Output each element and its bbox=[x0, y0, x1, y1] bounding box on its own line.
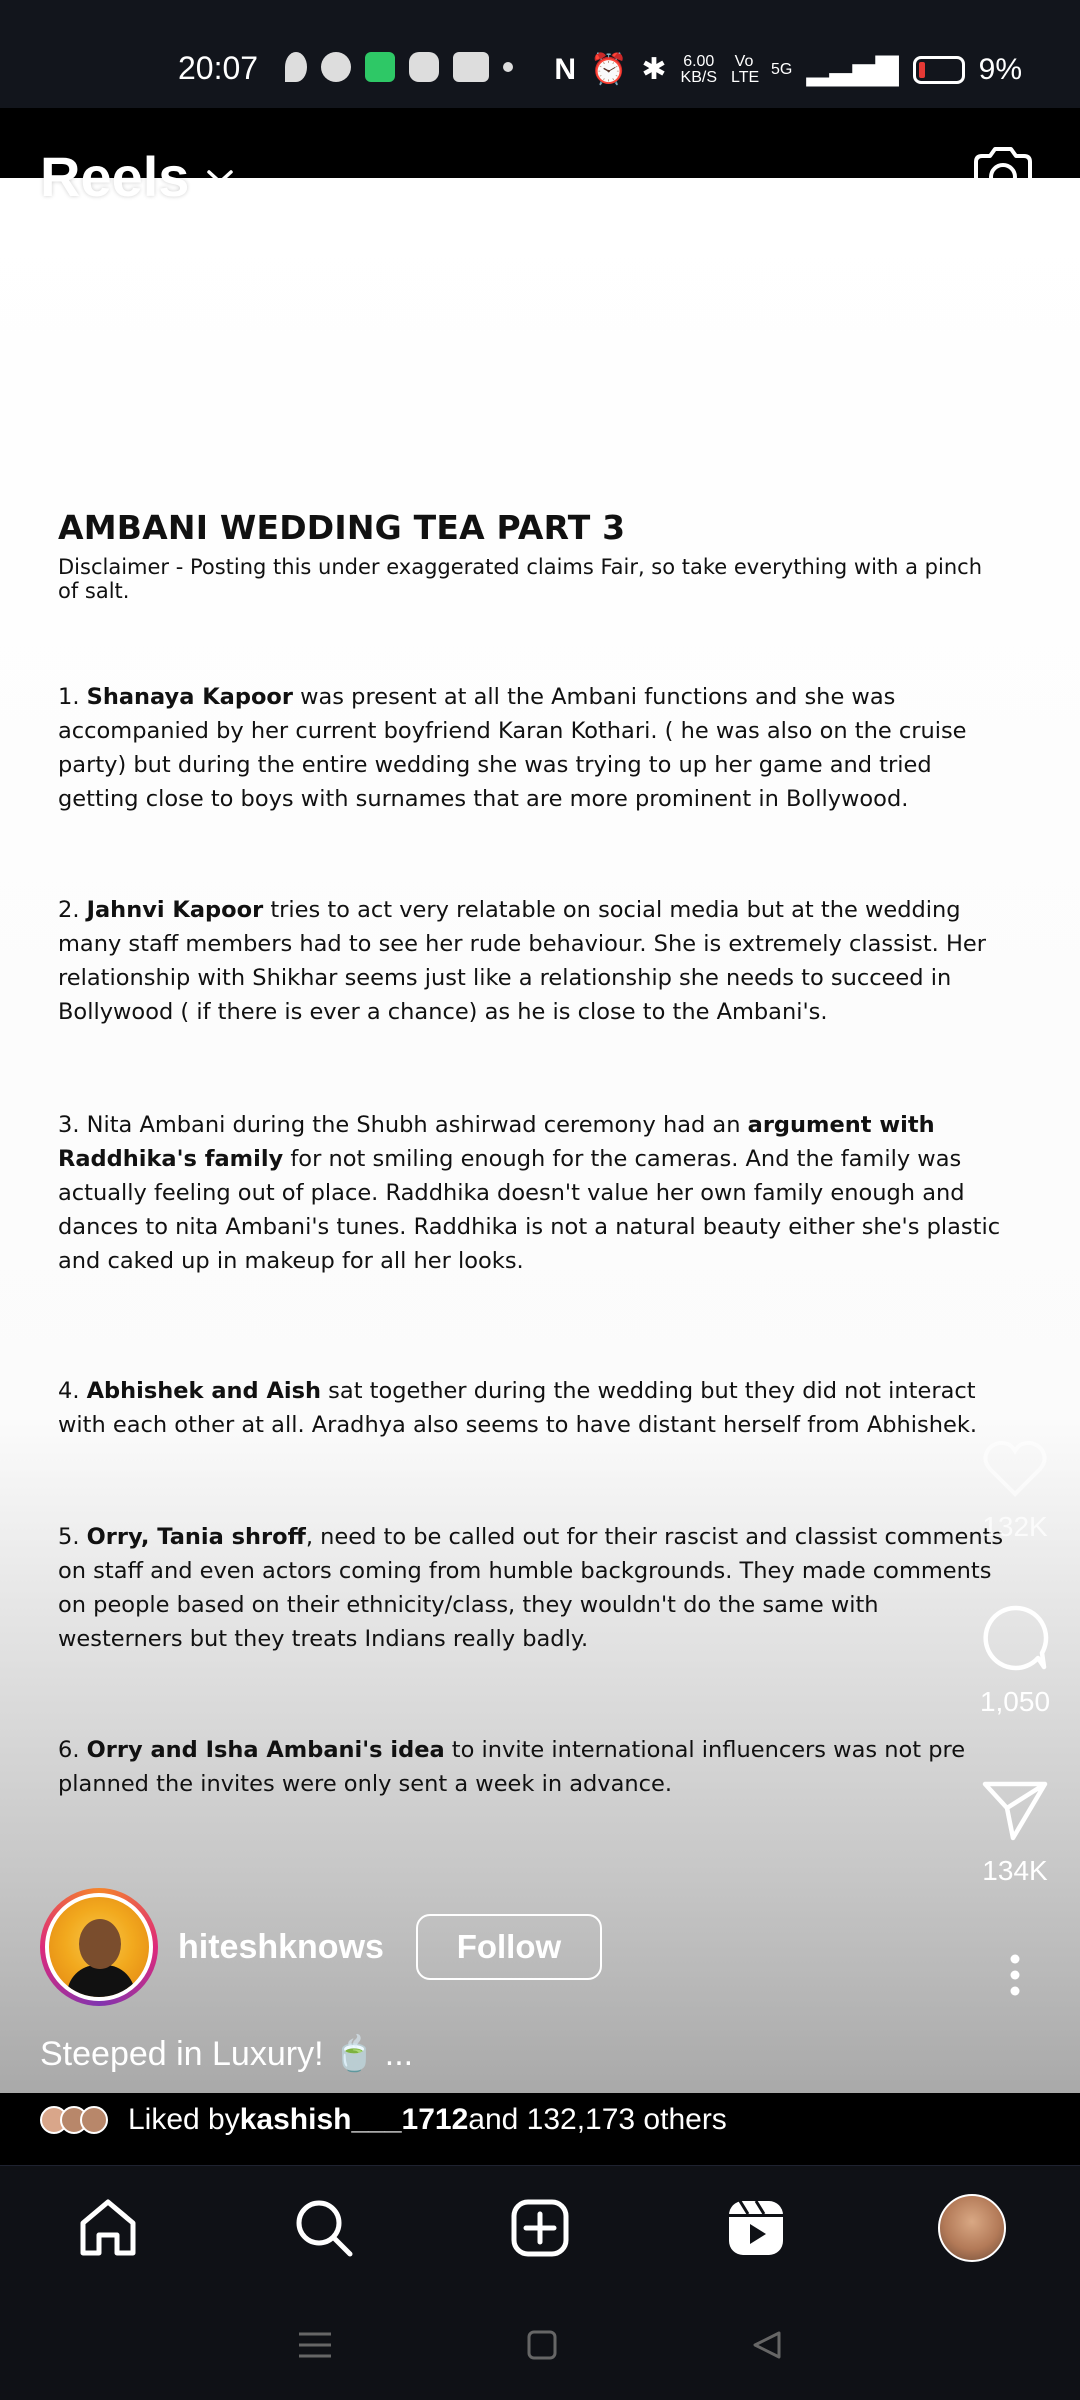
notification-icons bbox=[285, 52, 513, 82]
menu-icon[interactable] bbox=[297, 2330, 333, 2360]
chevron-down-icon bbox=[205, 167, 235, 187]
reels-header[interactable] bbox=[40, 144, 235, 209]
signal-icon: ▂▃▅▇ bbox=[806, 53, 899, 86]
reel-caption[interactable]: Steeped in Luxury! 🍵 ... bbox=[40, 2035, 414, 2073]
reel-document bbox=[58, 508, 1008, 1797]
net-speed: 6.00 KB/S bbox=[680, 52, 717, 86]
more-notifications-icon bbox=[503, 62, 513, 72]
battery-percent: 9% bbox=[978, 52, 1022, 86]
search-icon bbox=[293, 2197, 355, 2259]
nav-search[interactable] bbox=[269, 2178, 379, 2278]
home-square-icon[interactable] bbox=[526, 2329, 558, 2361]
like-count: 132K bbox=[982, 1511, 1048, 1542]
more-options[interactable] bbox=[950, 1953, 1080, 2002]
location-pin-icon bbox=[285, 52, 307, 82]
follow-button[interactable]: Follow bbox=[416, 1914, 602, 1980]
profile-avatar bbox=[938, 2194, 1006, 2262]
share-action[interactable] bbox=[950, 1778, 1080, 1887]
comment-count: 1,050 bbox=[979, 1686, 1051, 1717]
app-icon bbox=[409, 52, 439, 82]
heart-icon[interactable] bbox=[982, 1438, 1048, 1498]
author-row bbox=[40, 1888, 602, 2006]
network-type: 5G bbox=[771, 60, 793, 78]
more-vertical-icon[interactable] bbox=[1008, 1953, 1022, 1997]
volte-indicator: Vo LTE bbox=[731, 52, 760, 86]
camera-icon[interactable] bbox=[970, 144, 1036, 204]
status-bar bbox=[0, 0, 1080, 108]
play-icon bbox=[321, 52, 351, 82]
send-icon[interactable] bbox=[981, 1778, 1049, 1842]
document-item-2: 2. Jahnvi Kapoor tries to act very relatable on social media but at the wedding many staff members had to see her rude behaviour. She is extremely classist. Her relationship with Shikhar seems just like a relationship she needs to succeed in Bollywood ( if there is ever a chance) as he is close to the Ambani's. bbox=[58, 897, 986, 1025]
battery-icon bbox=[913, 56, 965, 84]
home-icon bbox=[77, 2197, 139, 2259]
document-item-5: 5. Orry, Tania shroff, need to be called out for their rascist and classist comments on staff and even actors coming from humble backgrounds. They made comments on people based on their ethnicity/class, they wouldn't do the same with westerners but they treats Indians really badly. bbox=[58, 1524, 1004, 1652]
nav-create[interactable] bbox=[485, 2178, 595, 2278]
bottom-navigation bbox=[0, 2165, 1080, 2290]
nfc-icon: N bbox=[554, 52, 577, 86]
system-navigation bbox=[0, 2290, 1080, 2400]
liked-by-user[interactable]: kashish___1712 bbox=[239, 2103, 469, 2136]
author-username[interactable]: hiteshknows bbox=[178, 1927, 384, 1966]
document-item-1: 1. Shanaya Kapoor was present at all the Ambani functions and she was accompanied by her current boyfriend Karan Kothari. ( he was also on the cruise party) but during the entire wedding she was trying to up her game and tried getting close to boys with surnames that are more prominent in Bollywood. bbox=[58, 684, 967, 812]
document-title: AMBANI WEDDING TEA PART 3 bbox=[58, 508, 626, 547]
nav-home[interactable] bbox=[53, 2178, 163, 2278]
share-count: 134K bbox=[982, 1855, 1048, 1886]
create-icon bbox=[510, 2198, 570, 2258]
document-item-3: 3. Nita Ambani during the Shubh ashirwad ceremony had an argument with Raddhika's family for not smiling enough for the cameras. And the family was actually feeling out of place. Raddhika doesn't value her own family enough and dances to nita Ambani's tunes. Raddhika is not a natural beauty either she's plastic and caked up in makeup for all her looks. bbox=[58, 1112, 1001, 1274]
reels-icon bbox=[726, 2198, 786, 2258]
document-item-4: 4. Abhishek and Aish sat together during the wedding but they did not interact with each other at all. Aradhya also seems to have distant herself from Abhishek. bbox=[58, 1378, 978, 1438]
comment-action[interactable] bbox=[950, 1603, 1080, 1718]
status-icons bbox=[554, 52, 1022, 87]
nav-reels[interactable] bbox=[701, 2178, 811, 2278]
document-item-6: 6. Orry and Isha Ambani's idea to invite international influencers was not pre planned the invites were only sent a week in advance. bbox=[58, 1737, 966, 1797]
status-time: 20:07 bbox=[178, 50, 259, 86]
app-notification-icon bbox=[365, 52, 395, 82]
document-disclaimer: Disclaimer - Posting this under exaggerated claims Fair, so take everything with a pinch of salt. bbox=[58, 555, 983, 603]
bluetooth-icon: ✱ bbox=[641, 53, 667, 86]
like-action[interactable] bbox=[950, 1438, 1080, 1543]
alarm-icon: ⏰ bbox=[590, 53, 628, 86]
author-avatar[interactable] bbox=[40, 1888, 158, 2006]
reels-title: Reels bbox=[40, 145, 190, 208]
liked-by[interactable]: Liked by kashish___1712 and 132,173 others bbox=[40, 2103, 727, 2137]
back-icon[interactable] bbox=[751, 2329, 783, 2361]
reel-viewer[interactable] bbox=[0, 108, 1080, 2136]
youtube-icon bbox=[453, 52, 489, 82]
liked-by-avatars bbox=[40, 2106, 108, 2134]
comment-icon[interactable] bbox=[980, 1603, 1050, 1673]
nav-profile[interactable] bbox=[917, 2178, 1027, 2278]
